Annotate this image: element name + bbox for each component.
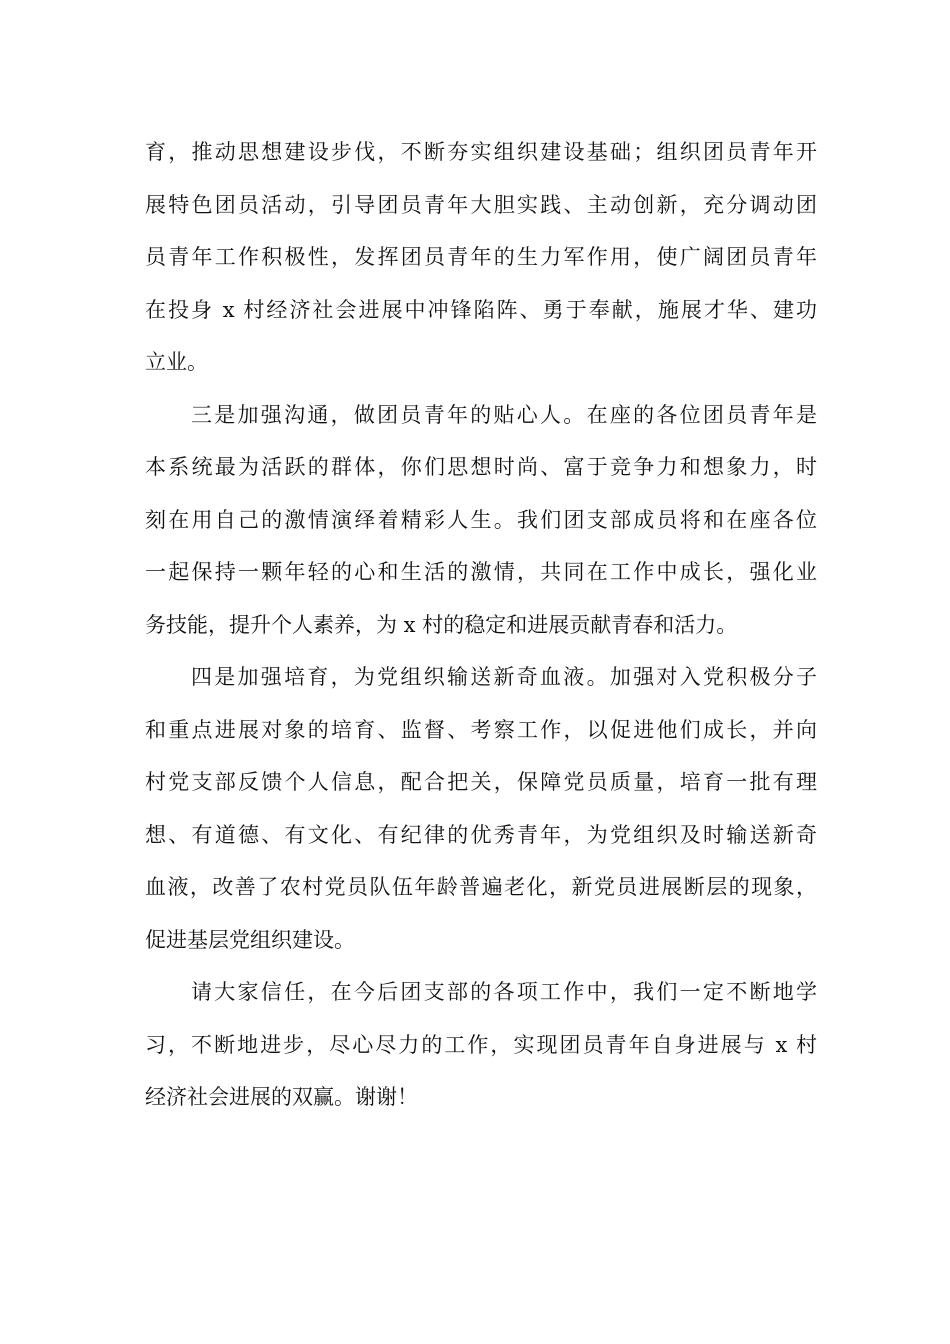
paragraph-4 [145, 966, 817, 1124]
text-line: 一起保持一颗年轻的心和生活的激情，共同在工作中成长，强化业 [145, 560, 817, 584]
text-line: 育，推动思想建设步伐，不断夯实组织建设基础；组织团员青年开 [145, 140, 817, 164]
text-line: 本系统最为活跃的群体，你们思想时尚、富于竞争力和想象力，时 [145, 455, 817, 479]
document-body [145, 126, 817, 1124]
text-line: 务技能，提升个人素养，为 x 村的稳定和进展贡献青春和活力。 [145, 612, 738, 637]
text-line: 和重点进展对象的培育、监督、考察工作，以促进他们成长，并向 [145, 717, 817, 742]
text-line: 三是加强沟通，做团员青年的贴心人。在座的各位团员青年是 [191, 402, 817, 427]
text-line: 习，不断地进步，尽心尽力的工作，实现团员青年自身进展与 x 村 [145, 1032, 817, 1057]
text-line: 经济社会进展的双赢。谢谢！ [145, 1085, 418, 1109]
text-line: 在投身 x 村经济社会进展中冲锋陷阵、勇于奉献，施展才华、建功 [145, 297, 817, 322]
text-line: 员青年工作积极性，发挥团员青年的生力军作用，使广阔团员青年 [145, 245, 817, 269]
text-line: 请大家信任，在今后团支部的各项工作中，我们一定不断地学 [191, 980, 817, 1004]
text-line: 立业。 [145, 350, 208, 374]
text-line: 村党支部反馈个人信息，配合把关，保障党员质量，培育一批有理 [145, 770, 817, 794]
paragraph-1 [145, 126, 817, 389]
text-line: 展特色团员活动，引导团员青年大胆实践、主动创新，充分调动团 [145, 192, 817, 217]
text-line: 四是加强培育，为党组织输送新奇血液。加强对入党积极分子 [191, 665, 817, 689]
text-line: 血液，改善了农村党员队伍年龄普遍老化，新党员进展断层的现象， [145, 875, 817, 899]
text-line: 刻在用自己的激情演绎着精彩人生。我们团支部成员将和在座各位 [145, 507, 817, 532]
text-line: 想、有道德、有文化、有纪律的优秀青年，为党组织及时输送新奇 [145, 822, 817, 847]
paragraph-2 [145, 389, 817, 652]
text-line: 促进基层党组织建设。 [145, 927, 355, 952]
paragraph-3 [145, 651, 817, 966]
